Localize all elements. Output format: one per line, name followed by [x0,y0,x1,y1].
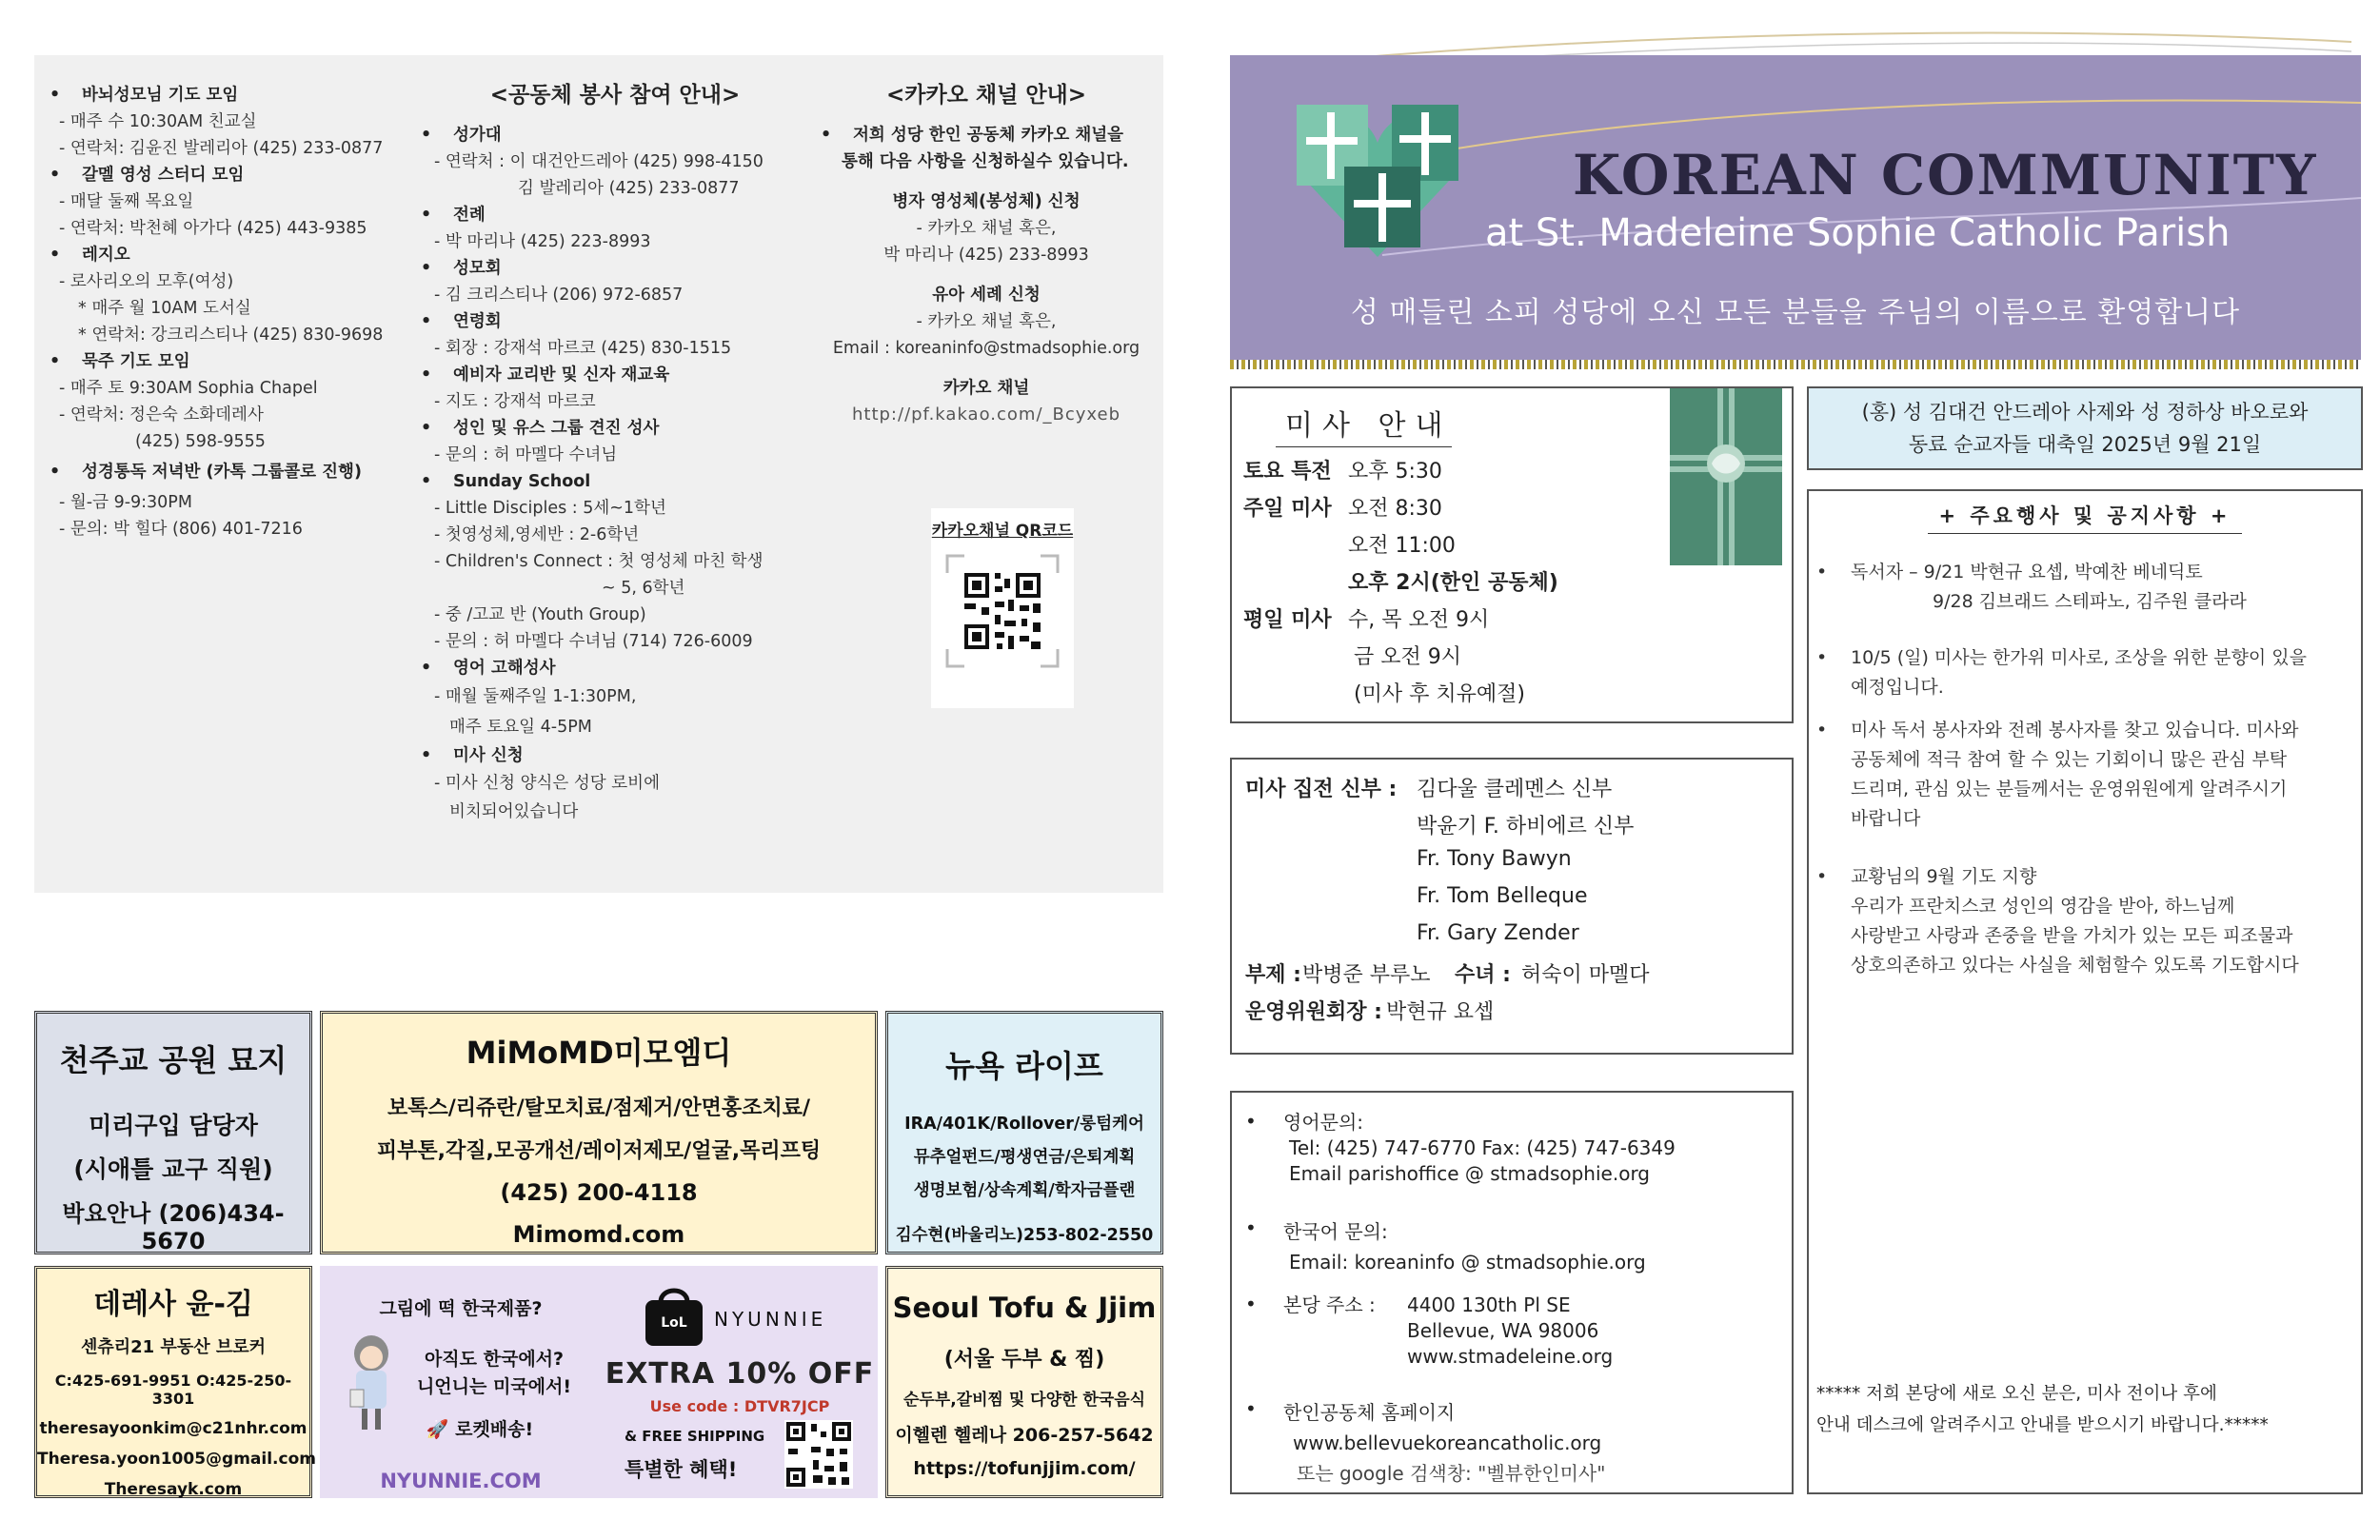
column-title: <카카오 채널 안내> [885,83,1087,108]
mass-row: 오전 11:00 [1348,534,1456,558]
group-detail: (425) 598-9555 [135,432,266,451]
baptism-detail: - 카카오 채널 혹은, [916,312,1057,331]
ministry-heading: • 성가대 [421,126,502,145]
ad-mimomd [320,1011,878,1254]
group-heading: • 갈멜 영성 스터디 모임 [50,166,245,185]
ministry-detail: - 매월 둘째주일 1-1:30PM, [434,687,637,706]
ad-line: 미리구입 담당자 [89,1112,258,1139]
contact-box [1230,1091,1794,1494]
mass-title: 미사 안내 [1285,402,1452,444]
group-detail: - 문의: 박 힐다 (806) 401-7216 [59,520,303,539]
mass-row: 주일 미사 오전 8:30 [1243,497,1442,521]
ad-phone: (425) 200-4118 [500,1179,698,1206]
ministry-detail: - 박 마리나 (425) 223-8993 [434,232,651,251]
ministry-heading: • 예비자 교리반 및 신자 재교육 [421,365,670,385]
ministry-detail: - 지도 : 강재석 마르코 [434,392,596,411]
kakao-column [815,82,1158,541]
ad-catholic-cemetery [34,1011,312,1254]
group-detail: - 연락처: 김윤진 발레리아 (425) 233-0877 [59,139,384,158]
address-line: 4400 130th Pl SE [1407,1293,1571,1316]
ad-line: IRA/401K/Rollover/롱텀케어 [904,1115,1144,1134]
group-detail: - 매주 수 10:30AM 친교실 [59,112,257,131]
priest-row: 미사 집전 신부 : 김다울 클레멘스 신부 [1245,778,1613,801]
group-detail: - 연락처: 정은숙 소화데레사 [59,405,264,424]
cross-decoration-icon [1670,388,1782,565]
girl-illustration-icon [343,1333,400,1437]
contact-email[interactable]: Email parishoffice @ stmadsophie.org [1289,1162,1651,1185]
volunteer-column [415,82,815,826]
notice-item: • 독서자 – 9/21 박현규 요셉, 박예찬 베네딕토 9/28 김브래드 스테파노, 김주원 클라라 [1816,562,2247,612]
parish-banner [1230,55,2361,360]
ministry-heading: • 성모회 [421,259,502,278]
ad-line: 순두부,갈비찜 및 다양한 한국음식 [902,1391,1146,1410]
website-link[interactable]: www.stmadeleine.org [1407,1345,1614,1368]
ad-line: 그림에 떡 한국제품? [379,1298,543,1319]
ad-title: MiMoMD미모엠디 [466,1035,732,1071]
groups-column [44,82,425,543]
priest-name: Fr. Tony Bawyn [1417,847,1572,871]
column-title: <공동체 봉사 참여 안내> [489,83,741,108]
notice-item: • 교황님의 9월 기도 지향 우리가 프란치스코 성인의 영감을 받아, 하느님께 사랑받고 사랑과 존중을 받을 가치가 있는 모든 피조물과 상호의존하고 있다는 사실을 체험할수 있도록 기도합시다 [1816,866,2299,976]
ad-realtor [34,1266,316,1499]
ministry-detail: 비치되어있습니다 [449,802,579,821]
mass-row: 토요 특전 오후 5:30 [1243,460,1442,484]
ministry-detail: - 미사 신청 양식은 성당 로비에 [434,774,660,793]
ad-title: 뉴욕 라이프 [945,1048,1103,1084]
ad-line: 특별한 혜택! [625,1458,738,1481]
group-detail: * 연락처: 강크리스티나 (425) 830-9698 [78,326,384,345]
ministry-detail: 김 발레리아 (425) 233-0877 [518,179,740,198]
contact-korean: • 한국어 문의: Email: koreaninfo @ stmadsophie.org [1245,1216,1646,1277]
ad-line: 보톡스/리쥬란/탈모치료/점제거/안면홍조치료/ [387,1096,810,1120]
contact-homepage: • 한인공동체 홈페이지 www.bellevuekoreancatholic.org 또는 google 검색창: "벨뷰한인미사" [1245,1397,1605,1489]
homepage-link[interactable]: www.bellevuekoreancatholic.org [1293,1431,1602,1454]
ministry-heading: • 영어 고해성사 [421,659,556,678]
qr-label: 카카오채널 QR코드 [931,522,1074,541]
ad-line: (시애틀 교구 직원) [73,1155,273,1183]
mass-row-korean: 오후 2시(한인 공동체) [1348,571,1558,595]
ad-phone: C:425-691-9951 O:425-250-3301 [54,1372,292,1408]
group-heading: • 성경통독 저녁반 (카톡 그룹콜로 진행) [50,463,362,482]
clergy-box [1230,758,1794,1055]
contact-heading: 본당 주소 : [1283,1293,1376,1316]
feast-line: 동료 순교자들 대축일 2025년 9월 21일 [1908,433,2262,456]
group-detail: * 매주 월 10AM 도서실 [78,299,251,318]
ministry-heading: • 전례 [421,206,486,225]
ministry-detail: - 김 크리스티나 (206) 972-6857 [434,286,684,305]
priest-name: 박윤기 F. 하비에르 신부 [1417,815,1635,839]
mass-row: 평일 미사 수, 목 오전 9시 [1243,608,1490,632]
ministry-detail: - Little Disciples : 5세~1학년 [434,499,666,518]
qr-code-icon [945,554,1060,668]
deacon-row: 부제 : 박병준 부루노 수녀 : 허숙이 마멜다 [1245,963,1650,987]
ministry-detail: - 문의 : 허 마멜다 수녀님 (714) 726-6009 [434,632,753,651]
shopping-bag-icon: LoL [640,1281,708,1348]
kakao-channel-link[interactable]: http://pf.kakao.com/_Bcyxeb [851,405,1121,424]
feast-day-box [1807,386,2363,470]
ad-line: (서울 두부 & 찜) [943,1348,1105,1372]
ministry-heading: • 미사 신청 [421,746,524,765]
qr-code-icon [784,1420,853,1489]
notice-item: • 미사 독서 봉사자와 전례 봉사자를 찾고 있습니다. 미사와 공동체에 적극 참여 할 수 있는 기회이니 많은 관심 부탁 드리며, 관심 있는 분들께서는 운영위원에게 알려주시기 바랍니다 [1816,720,2299,829]
newcomer-notice: ***** 저희 본당에 새로 오신 분은, 미사 전이나 후에 안내 데스크에 알려주시고 안내를 받으시기 바랍니다.***** [1816,1384,2269,1435]
group-heading: • 묵주 기도 모임 [50,352,190,371]
banner-welcome: 성 매들린 소피 성당에 오신 모든 분들을 주님의 이름으로 환영합니다 [1350,296,2241,329]
kakao-intro: • 저희 성당 한인 공동체 카카오 채널을 [821,126,1124,145]
group-detail: - 매달 둘째 목요일 [59,192,194,211]
ad-title: 데레사 윤-김 [93,1288,253,1321]
contact-heading: 영어문의: [1283,1111,1364,1134]
notices-title: + 주요행사 및 공지사항 + [1809,501,2361,534]
group-detail: - 월-금 9-9:30PM [59,493,192,512]
banner-subtitle: at St. Madeleine Sophie Catholic Parish [1485,211,2231,255]
sick-communion-detail: - 카카오 채널 혹은, [916,219,1057,238]
ministry-detail: - 연락처 : 이 대건안드레아 (425) 998-4150 [434,152,764,171]
mass-schedule [1230,386,1794,723]
council-row: 운영위원회장 : 박현규 요셉 [1245,1000,1495,1024]
priest-name: Fr. Gary Zender [1417,921,1579,945]
ad-line: 뮤추얼펀드/평생연금/은퇴계획 [913,1148,1136,1167]
baptism-detail: Email : koreaninfo@stmadsophie.org [832,339,1140,358]
notices-box [1807,489,2363,1494]
contact-email[interactable]: Email: koreaninfo @ stmadsophie.org [1289,1251,1646,1273]
sick-communion-heading: 병자 영성체(봉성체) 신청 [892,192,1081,211]
mass-row: 금 오전 9시 [1354,645,1461,669]
contact-english: • 영어문의: Tel: (425) 747-6770 Fax: (425) 747-6349 Email parishoffice @ stmadsophie.org [1245,1110,1676,1185]
ad-phone: 김수현(바울리노)253-802-2550 [895,1226,1154,1245]
mass-row: (미사 후 치유예절) [1354,682,1525,706]
ministry-detail: 매주 토요일 4-5PM [449,718,592,737]
contact-heading: 한국어 문의: [1283,1220,1388,1243]
ad-link[interactable]: NYUNNIE.COM [380,1470,542,1492]
ministry-detail: ~ 5, 6학년 [602,579,685,598]
group-heading: • 레지오 [50,246,130,265]
notice-item: • 10/5 (일) 미사는 한가위 미사로, 조상을 위한 분향이 있을 예정입니다. [1816,647,2307,698]
kakao-qr[interactable] [931,508,1074,708]
address-line: Bellevue, WA 98006 [1407,1319,1599,1342]
contact-address: • 본당 주소 : 4400 130th Pl SE Bellevue, WA 98006 www.stmadeleine.org [1245,1293,1614,1368]
ad-email[interactable]: Theresa.yoon1005@gmail.com [37,1450,316,1469]
ad-line: 생명보험/상속계획/학자금플랜 [913,1181,1136,1200]
ad-line: 🚀 로켓배송! [426,1419,534,1440]
ad-line: 센츄리21 부동산 브로커 [80,1337,267,1357]
baptism-heading: 유아 세례 신청 [932,286,1041,305]
info-panel [34,55,1163,893]
contact-heading: 한인공동체 홈페이지 [1283,1401,1456,1424]
ad-nyunnie-right [602,1266,878,1498]
group-detail: - 연락처: 박천혜 아가다 (425) 443-9385 [59,219,367,238]
priest-name: Fr. Tom Belleque [1417,884,1588,908]
contact-phone: Tel: (425) 747-6770 Fax: (425) 747-6349 [1289,1136,1676,1159]
ad-nyunnie-left [320,1266,602,1498]
ad-link[interactable]: Theresayk.com [104,1480,243,1499]
rocket-icon: 🚀 [426,1419,449,1440]
ministry-detail: - 문의 : 허 마멜다 수녀님 [434,445,618,464]
ad-promo-code: Use code : DTVR7JCP [649,1397,830,1415]
ministry-detail: - 첫영성체,영세반 : 2-6학년 [434,525,640,544]
ad-title: Seoul Tofu & Jjim [892,1292,1157,1324]
ministry-detail: - Children's Connect : 첫 영성체 마친 학생 [434,552,764,571]
ad-link[interactable]: https://tofunjjim.com/ [913,1458,1136,1479]
ad-seoul-tofu [885,1266,1163,1498]
feast-line: (홍) 성 김대건 안드레아 사제와 성 정하상 바오로와 [1861,401,2309,424]
ad-email[interactable]: theresayoonkim@c21nhr.com [39,1419,307,1438]
ad-new-york-life [885,1011,1163,1254]
ad-link[interactable]: Mimomd.com [512,1221,685,1248]
ad-title: 천주교 공원 묘지 [59,1042,288,1078]
ministry-heading: • 성인 및 유스 그룹 견진 성사 [421,419,660,438]
ministry-heading: • 연령회 [421,312,502,331]
kakao-channel-heading: 카카오 채널 [942,379,1030,398]
ad-phone: 박요안나 (206)434-5670 [62,1200,285,1254]
group-detail: - 로사리오의 모후(여성) [59,272,234,291]
group-heading: • 바뇌성모님 기도 모임 [50,86,239,105]
ad-phone: 이헬렌 헬레나 206-257-5642 [895,1425,1154,1446]
kakao-intro: 통해 다음 사항을 신청하실수 있습니다. [842,152,1129,171]
search-hint: 또는 google 검색창: "벨뷰한인미사" [1297,1462,1606,1485]
group-detail: - 매주 토 9:30AM Sophia Chapel [59,379,318,398]
ad-line: 니언니는 미국에서! [416,1376,572,1397]
sick-communion-detail: 박 마리나 (425) 233-8993 [883,246,1089,265]
brand-name: NYUNNIE [714,1308,827,1331]
ad-offer: EXTRA 10% OFF [605,1357,875,1391]
ad-line: 피부톤,각질,모공개선/레이저제모/얼굴,목리프팅 [376,1139,822,1163]
parish-cross-logo-icon [1287,86,1468,267]
ad-line: 아직도 한국에서? [424,1349,565,1370]
ministry-heading: • Sunday School [421,472,591,491]
ministry-detail: - 중 /고교 반 (Youth Group) [434,605,646,624]
ad-line: & FREE SHIPPING [625,1428,765,1445]
ministry-detail: - 회장 : 강재석 마르코 (425) 830-1515 [434,339,732,358]
decorative-stripe [1230,360,2361,369]
banner-title: KOREAN COMMUNITY [1573,143,2318,207]
